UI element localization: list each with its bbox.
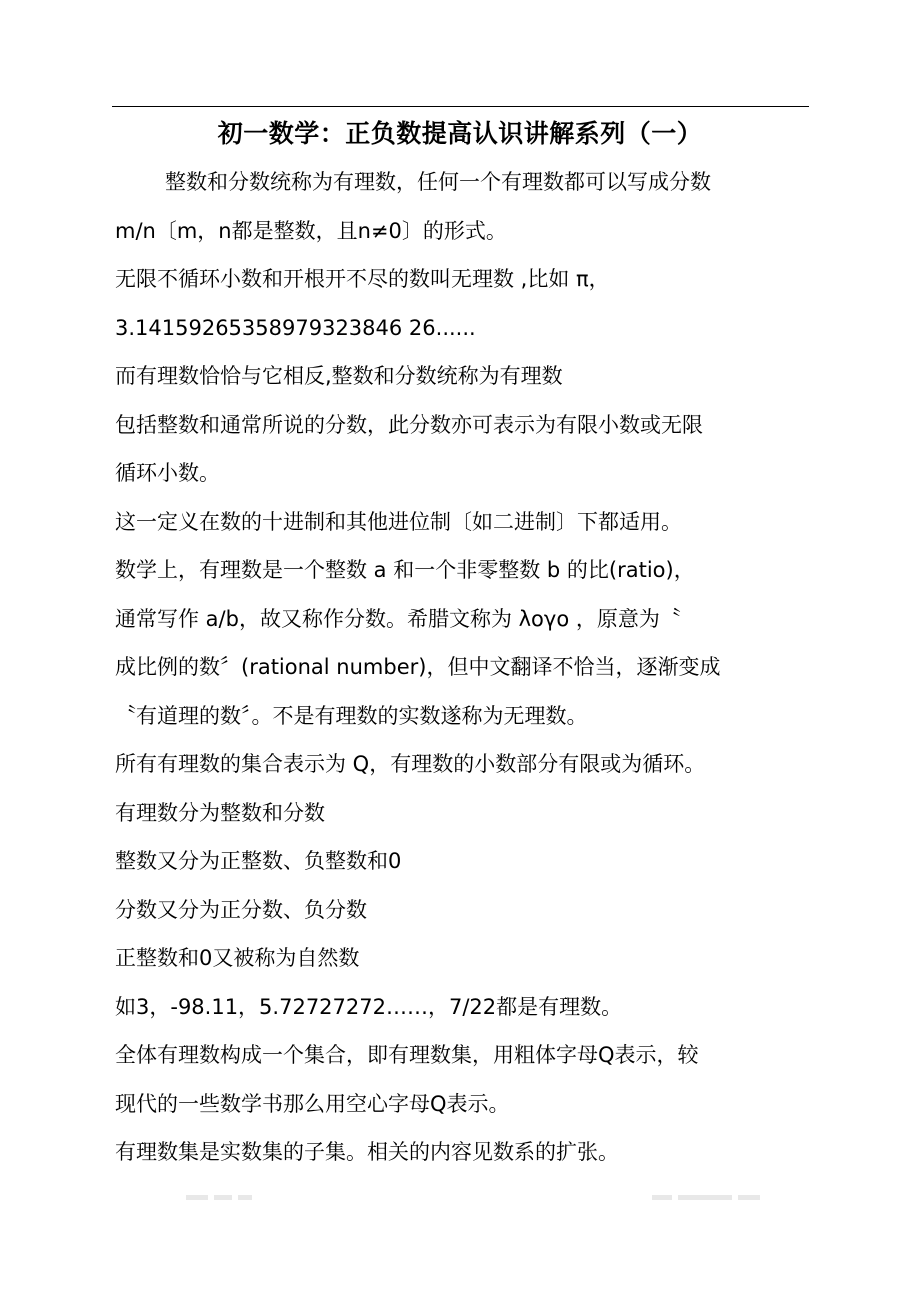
text-line: 有理数集是实数集的子集。相关的内容见数系的扩张。 [115, 1140, 619, 1164]
faint-mark [678, 1195, 732, 1200]
text-line: 3.14159265358979323846 26...... [115, 315, 476, 340]
text-line: 数学上，有理数是一个整数 a 和一个非零整数 b 的比(ratio)， [115, 558, 695, 582]
document-title: 初一数学：正负数提高认识讲解系列（一） [217, 119, 703, 148]
text-line: 全体有理数构成一个集合，即有理数集，用粗体字母Q表示，较 [115, 1043, 699, 1067]
faint-mark [738, 1195, 760, 1200]
text-line: 通常写作 a/b，故又称作分数。希腊文称为 λογο ，原意为〝 [115, 606, 681, 631]
text-line: 包括整数和通常所说的分数，此分数亦可表示为有限小数或无限 [115, 412, 703, 437]
faint-mark [186, 1195, 208, 1200]
text-line: 无限不循环小数和开根开不尽的数叫无理数 ,比如 π， [115, 267, 610, 291]
text-line: 所有有理数的集合表示为 Q，有理数的小数部分有限或为循环。 [115, 752, 706, 776]
header-rule [112, 106, 809, 107]
text-line: 有理数分为整数和分数 [115, 800, 325, 825]
text-line: 整数又分为正整数、负整数和0 [115, 849, 402, 873]
text-line: 〝有道理的数〞。不是有理数的实数遂称为无理数。 [115, 703, 588, 728]
text-line: 循环小数。 [115, 461, 220, 485]
footer-watermark-right [652, 1193, 760, 1203]
text-line: 成比例的数〞(rational number)，但中文翻译不恰当，逐渐变成 [115, 655, 721, 679]
text-line: 而有理数恰恰与它相反,整数和分数统称为有理数 [115, 364, 563, 388]
text-line: 这一定义在数的十进制和其他进位制〔如二进制〕下都适用。 [115, 509, 682, 534]
faint-mark [652, 1195, 672, 1200]
text-line: 现代的一些数学书那么用空心字母Q表示。 [115, 1091, 510, 1116]
document-body [115, 158, 815, 1177]
faint-mark [238, 1195, 252, 1200]
text-line: m/n〔m，n都是整数，且n≠0〕的形式。 [115, 218, 507, 243]
text-line: 整数和分数统称为有理数，任何一个有理数都可以写成分数 [165, 170, 711, 194]
text-line: 正整数和0又被称为自然数 [115, 946, 360, 970]
footer-watermark-left [186, 1193, 252, 1203]
text-line: 如3，-98.11，5.72727272……，7/22都是有理数。 [115, 994, 623, 1019]
text-line: 分数又分为正分数、负分数 [115, 897, 367, 922]
faint-mark [214, 1195, 232, 1200]
